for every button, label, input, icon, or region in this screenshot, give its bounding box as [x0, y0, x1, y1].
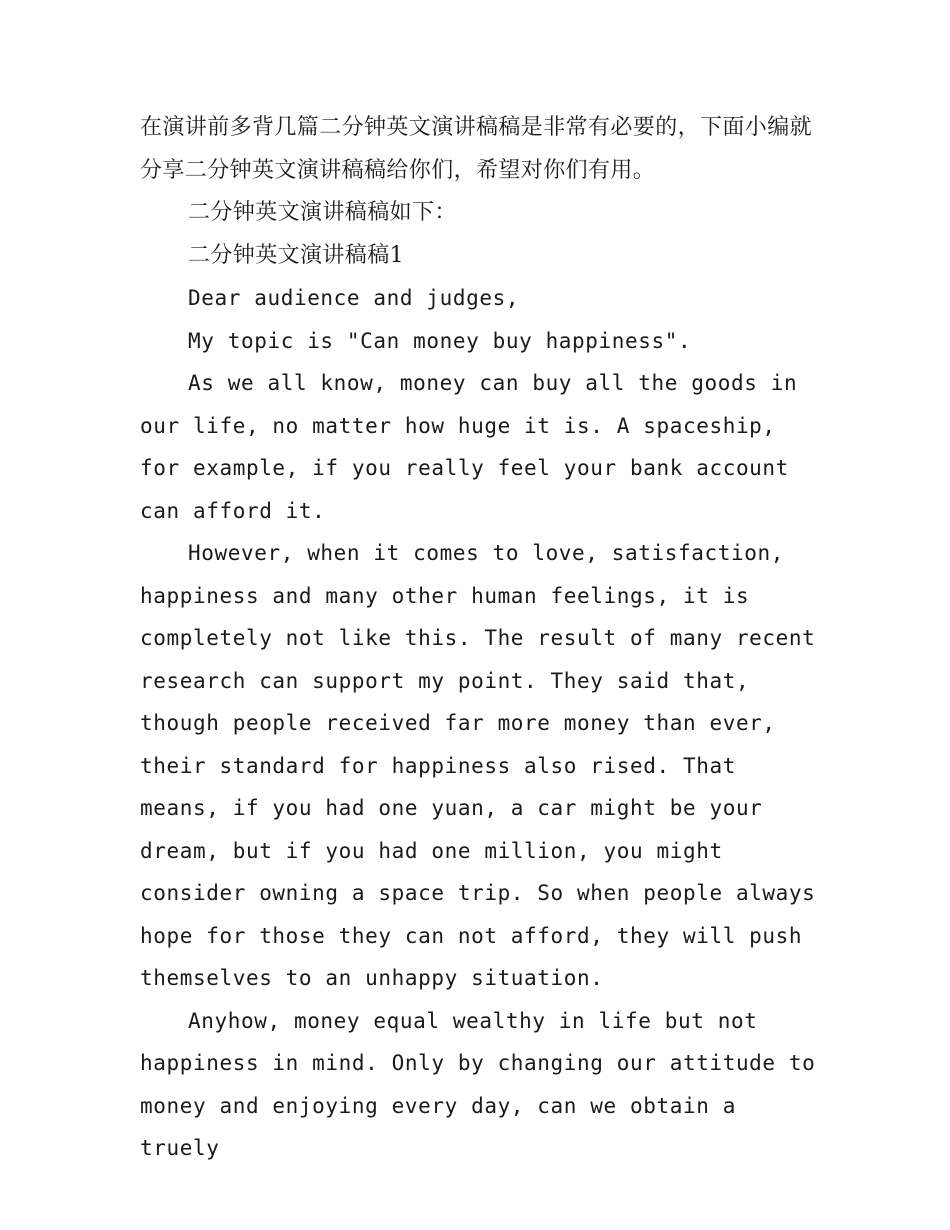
salutation: Dear audience and judges,: [188, 286, 520, 310]
section-lead: 二分钟英文演讲稿稿如下：: [188, 200, 457, 225]
speech-title: 二分钟英文演讲稿稿1: [188, 242, 404, 268]
intro-paragraph: 在演讲前多背几篇二分钟英文演讲稿稿是非常有必要的，下面小编就分享二分钟英文演讲稿稿给你们，希望对你们有用。: [140, 115, 813, 183]
topic-line: My topic is "Can money buy happiness".: [188, 328, 692, 353]
document-body: [140, 107, 820, 1170]
body-paragraph: Anyhow, money equal wealthy in life but not happiness in mind. Only by changing our attitude to money and enjoying every day, can we obtain a truely: [140, 1008, 816, 1160]
body-paragraph: As we all know, money can buy all the goods in our life, no matter how huge it is. A spaceship, for example, if you really feel your bank account can afford it.: [140, 371, 798, 523]
body-paragraph: However, when it comes to love, satisfaction, happiness and many other human feelings, it is completely not like this. The result of many recent research can support my point. They said that, though people received far more money than ever, their standard for happiness also rised. That means, if you had one yuan, a car might be your dream, but if you had one million, you might consider owning a space trip. So when people always hope for those they can not afford, they will push themselves to an unhappy situation.: [140, 541, 816, 990]
